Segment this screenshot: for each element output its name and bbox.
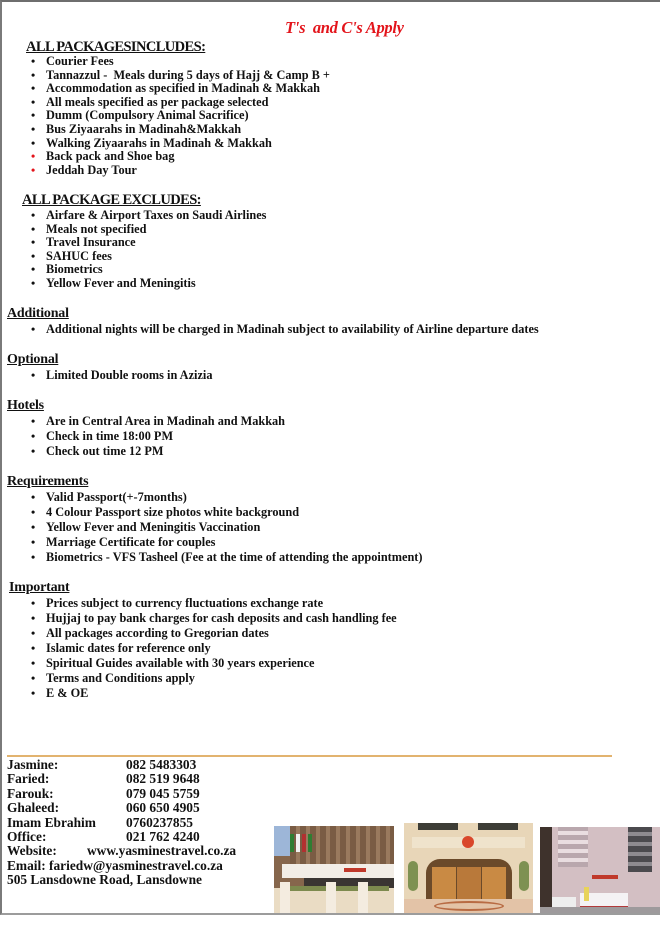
hotel-photo-3 (540, 827, 660, 913)
list-item-text: Biometrics (46, 262, 103, 277)
list-item (0, 596, 397, 611)
list-item (0, 263, 266, 277)
list-item-text: Airfare & Airport Taxes on Saudi Airlines (46, 208, 267, 222)
contact-name: Office: (7, 828, 47, 844)
bullet-icon (31, 322, 39, 337)
bullet-icon (31, 550, 39, 565)
red-bullet-icon (31, 164, 39, 178)
list-item (0, 490, 423, 505)
hotel-photo-1 (274, 826, 394, 913)
contact-name: Jasmine: (7, 757, 59, 772)
list-item-text: Check in time 18:00 PM (46, 429, 174, 443)
list-item-text: Bus Ziyaarahs in Madinah&Makkah (46, 121, 242, 136)
list-item-text: Additional nights will be charged in Madinah subject to availability of Airline departure dates (46, 322, 539, 336)
optional-heading: Optional (7, 352, 59, 367)
bullet-icon (31, 69, 39, 83)
list-item-text: Yellow Fever and Meningitis (46, 275, 196, 290)
list-item (0, 641, 397, 656)
red-bullet-icon (31, 150, 39, 164)
optional-list (0, 368, 212, 383)
list-item (0, 277, 266, 291)
list-item-text: Accommodation as specified in Madinah & Makkah (46, 81, 320, 96)
bullet-icon (31, 277, 39, 291)
bullet-icon (31, 686, 39, 701)
list-item (0, 414, 285, 429)
list-item (0, 250, 266, 264)
address-text: 505 Lansdowne Road, Lansdowne (7, 872, 202, 888)
bullet-icon (31, 444, 39, 459)
contact-phone: 082 519 9648 (126, 771, 200, 787)
bullet-icon (31, 55, 39, 69)
list-item-text: Biometrics - VFS Tasheel (Fee at the time of attending the appointment) (46, 550, 423, 564)
bullet-icon (31, 236, 39, 250)
list-item-text: All meals specified as per package selected (46, 94, 269, 109)
list-item-text: Spiritual Guides available with 30 years experience (46, 656, 315, 670)
list-item (0, 656, 397, 671)
bullet-icon (31, 611, 39, 626)
website-link[interactable]: www.yasminestravel.co.za (87, 843, 237, 859)
list-item-text: Yellow Fever and Meningitis Vaccination (46, 520, 261, 534)
list-item-text: All packages according to Gregorian dates (46, 626, 269, 640)
website-label: Website: (7, 843, 57, 859)
requirements-list (0, 490, 423, 565)
includes-list (0, 55, 330, 177)
bullet-icon (31, 505, 39, 520)
email-link[interactable]: fariedw@yasminestravel.co.za (49, 857, 223, 873)
bullet-icon (31, 490, 39, 505)
contact-phone: 021 762 4240 (126, 828, 200, 844)
bullet-icon (31, 368, 39, 383)
list-item (0, 520, 423, 535)
list-item-text: Tannazzul - Meals during 5 days of Hajj & Camp B + (46, 67, 330, 82)
bullet-icon (31, 223, 39, 237)
additional-list (0, 322, 539, 337)
list-item (0, 444, 285, 459)
additional-heading: Additional (7, 306, 69, 321)
list-item (0, 55, 330, 69)
bullet-icon (31, 656, 39, 671)
list-item (0, 150, 330, 164)
bullet-icon (31, 109, 39, 123)
list-item (0, 223, 266, 237)
page-title: T's and C's Apply (285, 18, 404, 37)
requirements-heading: Requirements (7, 474, 89, 489)
bullet-icon (31, 82, 39, 96)
list-item (0, 611, 397, 626)
bullet-icon (31, 137, 39, 151)
list-item-text: Limited Double rooms in Azizia (46, 368, 213, 382)
list-item (0, 209, 266, 223)
list-item-text: Valid Passport(+-7months) (46, 490, 187, 504)
bullet-icon (31, 641, 39, 656)
bullet-icon (31, 626, 39, 641)
list-item-text: Meals not specified (46, 221, 147, 236)
list-item-text: Dumm (Compulsory Animal Sacrifice) (46, 108, 249, 123)
contact-name: Imam Ebrahim (7, 814, 96, 830)
contact-phone: 079 045 5759 (126, 785, 200, 801)
list-item (0, 82, 330, 96)
list-item-text: Marriage Certificate for couples (46, 535, 216, 549)
list-item (0, 429, 285, 444)
list-item-text: Check out time 12 PM (46, 444, 164, 458)
includes-heading: ALL PACKAGESINCLUDES: (26, 39, 206, 55)
excludes-list (0, 209, 266, 291)
list-item-text: Are in Central Area in Madinah and Makkah (46, 414, 286, 428)
list-item-text: Jeddah Day Tour (46, 162, 137, 177)
excludes-heading: ALL PACKAGE EXCLUDES: (22, 192, 201, 208)
bullet-icon (31, 535, 39, 550)
list-item (0, 96, 330, 110)
list-item-text: Islamic dates for reference only (46, 641, 211, 655)
bullet-icon (31, 96, 39, 110)
bullet-icon (31, 250, 39, 264)
list-item (0, 368, 212, 383)
hotel-photo-2 (404, 823, 533, 913)
important-heading: Important (9, 580, 70, 595)
bullet-icon (31, 414, 39, 429)
list-item (0, 164, 330, 178)
list-item-text: Walking Ziyaarahs in Madinah & Makkah (46, 135, 272, 150)
list-item (0, 123, 330, 137)
contact-phone: 060 650 4905 (126, 800, 200, 816)
list-item (0, 686, 397, 701)
contact-name: Faried: (7, 771, 50, 787)
list-item (0, 671, 397, 686)
list-item (0, 535, 423, 550)
contact-phone: 0760237855 (126, 814, 193, 830)
bullet-icon (31, 671, 39, 686)
list-item-text: Prices subject to currency fluctuations exchange rate (46, 596, 324, 610)
bullet-icon (31, 429, 39, 444)
bullet-icon (31, 123, 39, 137)
list-item (0, 69, 330, 83)
list-item (0, 505, 423, 520)
footer-separator (7, 755, 612, 757)
list-item-text: Terms and Conditions apply (46, 671, 195, 685)
important-list (0, 596, 397, 701)
bullet-icon (31, 596, 39, 611)
list-item (0, 550, 423, 565)
bullet-icon (31, 520, 39, 535)
list-item-text: Hujjaj to pay bank charges for cash deposits and cash handling fee (46, 611, 397, 625)
hotels-list (0, 414, 285, 459)
list-item (0, 322, 539, 337)
list-item-text: Courier Fees (46, 54, 114, 68)
list-item-text: SAHUC fees (46, 248, 112, 263)
list-item-text: Back pack and Shoe bag (46, 149, 175, 164)
email-label: Email: (7, 857, 46, 873)
contact-name: Farouk: (7, 785, 54, 801)
list-item (0, 109, 330, 123)
list-item (0, 137, 330, 151)
contact-name: Ghaleed: (7, 800, 60, 816)
list-item-text: E & OE (46, 686, 89, 700)
contact-phone: 082 5483303 (126, 757, 197, 772)
hotels-heading: Hotels (7, 398, 44, 413)
list-item (0, 236, 266, 250)
bullet-icon (31, 209, 39, 223)
bullet-icon (31, 263, 39, 277)
list-item (0, 626, 397, 641)
list-item-text: 4 Colour Passport size photos white background (46, 505, 300, 519)
list-item-text: Travel Insurance (46, 235, 136, 250)
